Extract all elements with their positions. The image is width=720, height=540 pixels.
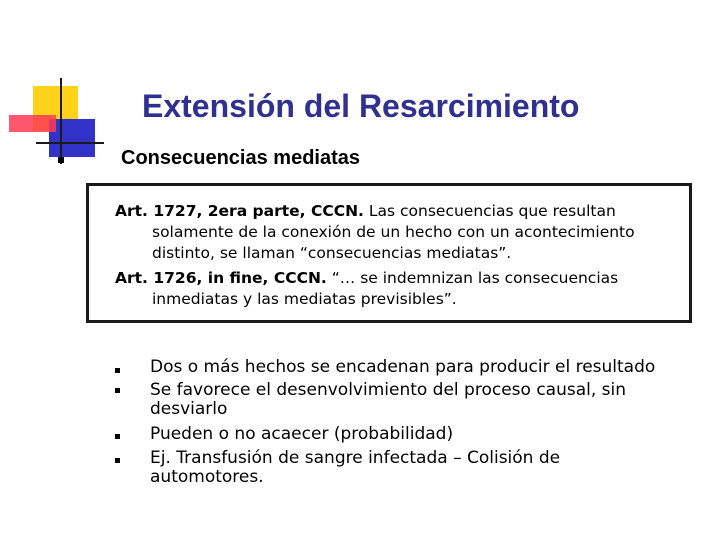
bullet-icon [115, 388, 120, 393]
slide-subtitle: Consecuencias mediatas [121, 147, 360, 169]
list-item [150, 381, 626, 419]
article-1726 [115, 268, 618, 310]
bullet-icon [115, 368, 120, 373]
article-1726-text-1: “… se indemnizan las consecuencias [326, 269, 619, 287]
decor-red-bar [9, 115, 56, 132]
list-item [150, 425, 453, 444]
article-1727-text-2: solamente de la conexión de un hecho con un acontecimiento [152, 223, 635, 241]
list-item-text: Ej. Transfusión de sangre infectada – Colisión de [150, 448, 561, 468]
slide-title: Extensión del Resarcimiento [142, 88, 580, 124]
list-item-text: Pueden o no acaecer (probabilidad) [150, 424, 454, 444]
list-item [150, 449, 560, 487]
bullet-icon [115, 434, 120, 439]
bullet-icon [115, 458, 120, 463]
list-item-text: desviarlo [150, 399, 228, 419]
list-item-text: Dos o más hechos se encadenan para producir el resultado [150, 357, 656, 377]
list-item [150, 358, 655, 377]
list-item-text: automotores. [150, 467, 264, 487]
decor-vertical-line [60, 78, 62, 164]
article-1727 [115, 201, 635, 264]
article-1727-text-3: distinto, se llaman “consecuencias mediatas”. [152, 244, 512, 262]
article-1727-ref: Art. 1727, 2era parte, CCCN. [115, 202, 364, 220]
article-1726-text-2: inmediatas y las mediatas previsibles”. [152, 290, 457, 308]
subtitle-bullet-icon [58, 157, 64, 163]
article-1726-ref: Art. 1726, in fine, CCCN. [115, 269, 327, 287]
decor-horizontal-line [36, 142, 104, 144]
list-item-text: Se favorece el desenvolvimiento del proceso causal, sin [150, 380, 627, 400]
article-1727-text-1: Las consecuencias que resultan [363, 202, 616, 220]
